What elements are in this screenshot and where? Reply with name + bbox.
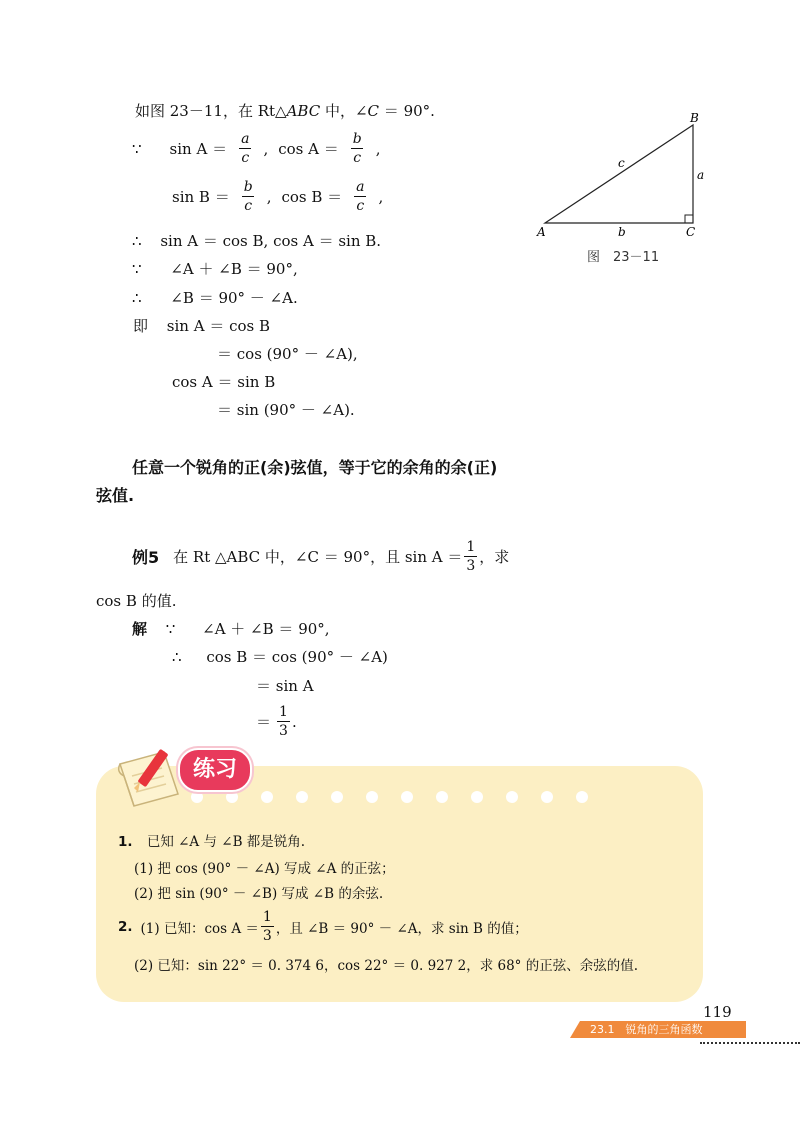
example-text: 在 Rt △ABC 中，∠C ＝ 90°，且 sin A ＝ xyxy=(173,548,463,566)
q1-part-1: (1) 把 cos (90° － ∠A) 写成 ∠A 的正弦； xyxy=(134,861,395,877)
fraction-a-over-c: $\frac{a}{c}$ xyxy=(241,131,250,166)
q2-part-2: (2) 已知：sin 22° ＝ 0. 374 6，cos 22° ＝ 0. 927 2，求 68° 的正弦、余弦的值. xyxy=(134,958,639,974)
intro-angle-c: C xyxy=(367,102,380,120)
vertex-b: B xyxy=(690,111,699,125)
page-number: 119 xyxy=(703,1003,732,1021)
example-text-end: ，求 xyxy=(479,548,510,566)
intro-prefix: 如图 23－11，在 Rt xyxy=(135,102,276,120)
proof-line-9: ＝ sin (90° － ∠A). xyxy=(217,401,355,419)
solution-line-2 xyxy=(172,646,388,667)
proof-line-5 xyxy=(132,287,298,308)
proof-text-6: sin A ＝ cos B xyxy=(166,317,271,335)
footer-section-label: 23.1 锐角的三角函数 xyxy=(590,1023,703,1036)
intro-triangle: △ABC xyxy=(275,102,321,120)
proof-line-8: cos A ＝ sin B xyxy=(172,373,276,391)
comma: , xyxy=(263,139,269,158)
solution-line-4 xyxy=(256,705,297,738)
fraction-b-over-c-2: $\frac{b}{c}$ xyxy=(243,179,253,214)
q2-number: 2. xyxy=(118,918,133,935)
because-symbol: ∵ xyxy=(132,139,142,158)
practice-badge: 练习 xyxy=(178,748,252,792)
cos-b-label: cos B ＝ xyxy=(281,188,343,206)
solution-label: 解 xyxy=(132,620,148,638)
q2-fraction: $\frac{1}{3}$ xyxy=(262,909,272,944)
proof-line-1 xyxy=(132,132,380,165)
proof-line-3 xyxy=(132,230,381,251)
fraction-a-over-c-2: $\frac{a}{c}$ xyxy=(356,179,365,214)
example-line-2: cos B 的值. xyxy=(96,592,177,610)
conclusion-line-2: 弦值. xyxy=(96,486,135,505)
example-label: 例5 xyxy=(132,548,160,567)
therefore-symbol: ∴ xyxy=(132,289,142,307)
q1-number: 1. xyxy=(118,834,133,850)
comma: , xyxy=(378,187,384,206)
cos-a-label: cos A ＝ xyxy=(278,140,339,158)
footer-dotted-line xyxy=(700,1042,800,1044)
triangle-shape xyxy=(545,125,693,223)
proof-text-5: ∠B ＝ 90° － ∠A. xyxy=(170,289,298,307)
proof-line-2 xyxy=(172,180,383,213)
solution-text-1: ∠A ＋ ∠B ＝ 90°, xyxy=(202,620,330,638)
q1-text: 已知 ∠A 与 ∠B 都是锐角. xyxy=(146,834,306,850)
proof-text-4: ∠A ＋ ∠B ＝ 90°, xyxy=(170,260,298,278)
comma: , xyxy=(266,187,272,206)
side-b: b xyxy=(618,225,626,239)
q2-part-1a: (1) 已知：cos A ＝ xyxy=(140,920,259,937)
conclusion-line-1: 任意一个锐角的正(余)弦值，等于它的余角的余(正) xyxy=(132,458,498,477)
q1-part-2: (2) 把 sin (90° － ∠B) 写成 ∠B 的余弦. xyxy=(134,886,384,902)
comma: , xyxy=(375,139,381,158)
therefore-symbol: ∴ xyxy=(172,648,182,666)
therefore-symbol: ∴ xyxy=(132,232,142,250)
practice-dots xyxy=(190,790,610,804)
intro-suffix: ＝ 90°. xyxy=(379,102,435,120)
solution-text-2: cos B ＝ cos (90° － ∠A) xyxy=(206,648,388,666)
triangle-figure xyxy=(530,108,710,243)
sin-a-label: sin A ＝ xyxy=(169,140,228,158)
figure-caption: 图 23－11 xyxy=(587,250,660,265)
question-2 xyxy=(118,910,528,943)
example-5-line xyxy=(132,540,509,573)
proof-line-7: ＝ cos (90° － ∠A), xyxy=(217,345,358,363)
question-1 xyxy=(118,830,305,850)
sin-b-label: sin B ＝ xyxy=(172,188,230,206)
solution-fraction: $\frac{1}{3}$ xyxy=(279,704,288,739)
proof-text-3: sin A ＝ cos B, cos A ＝ sin B. xyxy=(160,232,382,250)
solution-line-1 xyxy=(132,618,330,639)
fraction-b-over-c: $\frac{b}{c}$ xyxy=(352,131,362,166)
vertex-a: A xyxy=(537,225,546,239)
side-a: a xyxy=(697,168,705,182)
right-angle-mark xyxy=(685,215,693,223)
equals: ＝ xyxy=(256,713,272,731)
vertex-c: C xyxy=(686,225,696,239)
side-c: c xyxy=(618,156,625,170)
example-fraction: $\frac{1}{3}$ xyxy=(466,539,476,574)
period: . xyxy=(291,712,297,731)
q2-part-1b: ，且 ∠B ＝ 90° － ∠A，求 sin B 的值； xyxy=(275,920,528,937)
proof-line-4 xyxy=(132,258,298,279)
solution-line-3: ＝ sin A xyxy=(256,677,314,695)
because-symbol: ∵ xyxy=(132,260,142,278)
because-symbol: ∵ xyxy=(165,620,176,638)
intro-line xyxy=(135,100,435,121)
proof-line-6 xyxy=(133,315,270,336)
ji-label: 即 xyxy=(133,317,149,335)
intro-mid: 中，∠ xyxy=(320,102,368,120)
